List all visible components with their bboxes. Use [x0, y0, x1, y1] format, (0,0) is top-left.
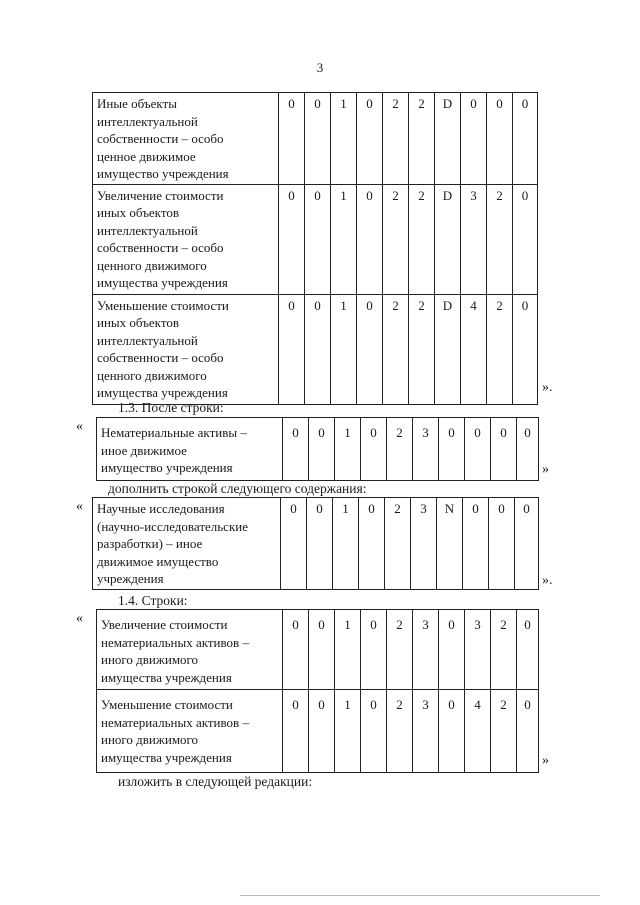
- code-cell: 0: [357, 294, 383, 404]
- row-description: Иные объекты интеллектуальной собственности – особо ценное движимое имущество учреждения: [93, 93, 279, 185]
- table-row: [93, 93, 538, 185]
- code-cell: 2: [487, 294, 513, 404]
- code-cell: 0: [359, 498, 385, 590]
- code-cell: 0: [357, 93, 383, 185]
- row-description: Уменьшение стоимости нематериальных активов – иного движимого имущества учреждения: [97, 690, 283, 773]
- code-cell: 1: [331, 184, 357, 294]
- closing-quote: »: [542, 462, 549, 477]
- code-cell: 0: [357, 184, 383, 294]
- code-cell: 0: [283, 418, 309, 481]
- code-cell: 1: [335, 418, 361, 481]
- code-cell: 0: [307, 498, 333, 590]
- code-cell: 0: [305, 184, 331, 294]
- code-cell: D: [435, 294, 461, 404]
- section-caption-1-4: 1.4. Строки:: [118, 593, 188, 608]
- row-description: Увеличение стоимости иных объектов интеллектуальной собственности – особо ценного движимого имущества учреждения: [93, 184, 279, 294]
- opening-quote: «: [76, 611, 83, 626]
- code-cell: 1: [333, 498, 359, 590]
- code-cell: 1: [335, 610, 361, 690]
- code-cell: 0: [305, 294, 331, 404]
- code-cell: 0: [461, 93, 487, 185]
- section-caption-1-3: 1.3. После строки:: [118, 400, 224, 415]
- code-cell: 0: [513, 184, 538, 294]
- code-cell: 2: [491, 690, 517, 773]
- code-cell: D: [435, 93, 461, 185]
- opening-quote: «: [76, 499, 83, 514]
- code-cell: 2: [383, 294, 409, 404]
- code-cell: 0: [309, 610, 335, 690]
- code-cell: 2: [383, 93, 409, 185]
- code-cell: 1: [331, 93, 357, 185]
- table-row: [97, 610, 539, 690]
- code-table-4: [96, 609, 539, 773]
- code-cell: 0: [279, 294, 305, 404]
- code-cell: 2: [387, 690, 413, 773]
- code-cell: 3: [411, 498, 437, 590]
- code-cell: 0: [465, 418, 491, 481]
- table-row: [97, 418, 539, 481]
- code-cell: 0: [517, 690, 539, 773]
- code-cell: 2: [385, 498, 411, 590]
- code-cell: 3: [413, 418, 439, 481]
- row-description: Уменьшение стоимости иных объектов интеллектуальной собственности – особо ценного движимого имущества учреждения: [93, 294, 279, 404]
- code-cell: 2: [387, 418, 413, 481]
- code-cell: 4: [465, 690, 491, 773]
- page-edge-line: [240, 895, 600, 896]
- code-cell: 0: [309, 418, 335, 481]
- code-cell: 0: [513, 93, 538, 185]
- code-cell: 0: [283, 610, 309, 690]
- code-cell: 0: [463, 498, 489, 590]
- code-cell: 4: [461, 294, 487, 404]
- closing-caption: изложить в следующей редакции:: [118, 774, 313, 789]
- code-cell: 0: [489, 498, 515, 590]
- code-cell: 0: [283, 690, 309, 773]
- table-row: [93, 498, 539, 590]
- append-caption: дополнить строкой следующего содержания:: [108, 481, 367, 496]
- code-cell: 0: [361, 418, 387, 481]
- code-cell: 3: [465, 610, 491, 690]
- code-cell: D: [435, 184, 461, 294]
- code-cell: 2: [383, 184, 409, 294]
- code-cell: 2: [491, 610, 517, 690]
- page-number: 3: [316, 60, 324, 75]
- code-cell: 0: [439, 610, 465, 690]
- code-table-2: [96, 417, 539, 481]
- table-row: [93, 294, 538, 404]
- code-cell: 2: [409, 184, 435, 294]
- code-cell: 1: [331, 294, 357, 404]
- table-row: [97, 690, 539, 773]
- code-cell: N: [437, 498, 463, 590]
- table-row: [93, 184, 538, 294]
- row-description: Научные исследования (научно-исследовательские разработки) – иное движимое имущество учреждения: [93, 498, 281, 590]
- code-cell: 0: [515, 498, 539, 590]
- code-cell: 0: [309, 690, 335, 773]
- code-cell: 0: [513, 294, 538, 404]
- opening-quote: «: [76, 419, 83, 434]
- code-cell: 2: [487, 184, 513, 294]
- code-cell: 0: [439, 690, 465, 773]
- code-cell: 0: [439, 418, 465, 481]
- code-cell: 0: [491, 418, 517, 481]
- code-cell: 0: [517, 418, 539, 481]
- code-cell: 0: [361, 690, 387, 773]
- code-cell: 2: [409, 294, 435, 404]
- row-description: Увеличение стоимости нематериальных активов – иного движимого имущества учреждения: [97, 610, 283, 690]
- code-cell: 0: [279, 184, 305, 294]
- code-cell: 3: [461, 184, 487, 294]
- code-cell: 2: [387, 610, 413, 690]
- closing-quote: ».: [542, 573, 553, 588]
- row-description: Нематериальные активы – иное движимое имущество учреждения: [97, 418, 283, 481]
- code-cell: 3: [413, 610, 439, 690]
- closing-quote: »: [542, 753, 549, 768]
- code-cell: 1: [335, 690, 361, 773]
- code-cell: 0: [487, 93, 513, 185]
- code-table-1: [92, 92, 538, 405]
- code-cell: 0: [517, 610, 539, 690]
- code-table-3: [92, 497, 539, 590]
- code-cell: 3: [413, 690, 439, 773]
- code-cell: 2: [409, 93, 435, 185]
- code-cell: 0: [281, 498, 307, 590]
- code-cell: 0: [305, 93, 331, 185]
- code-cell: 0: [279, 93, 305, 185]
- code-cell: 0: [361, 610, 387, 690]
- closing-quote: ».: [542, 380, 553, 395]
